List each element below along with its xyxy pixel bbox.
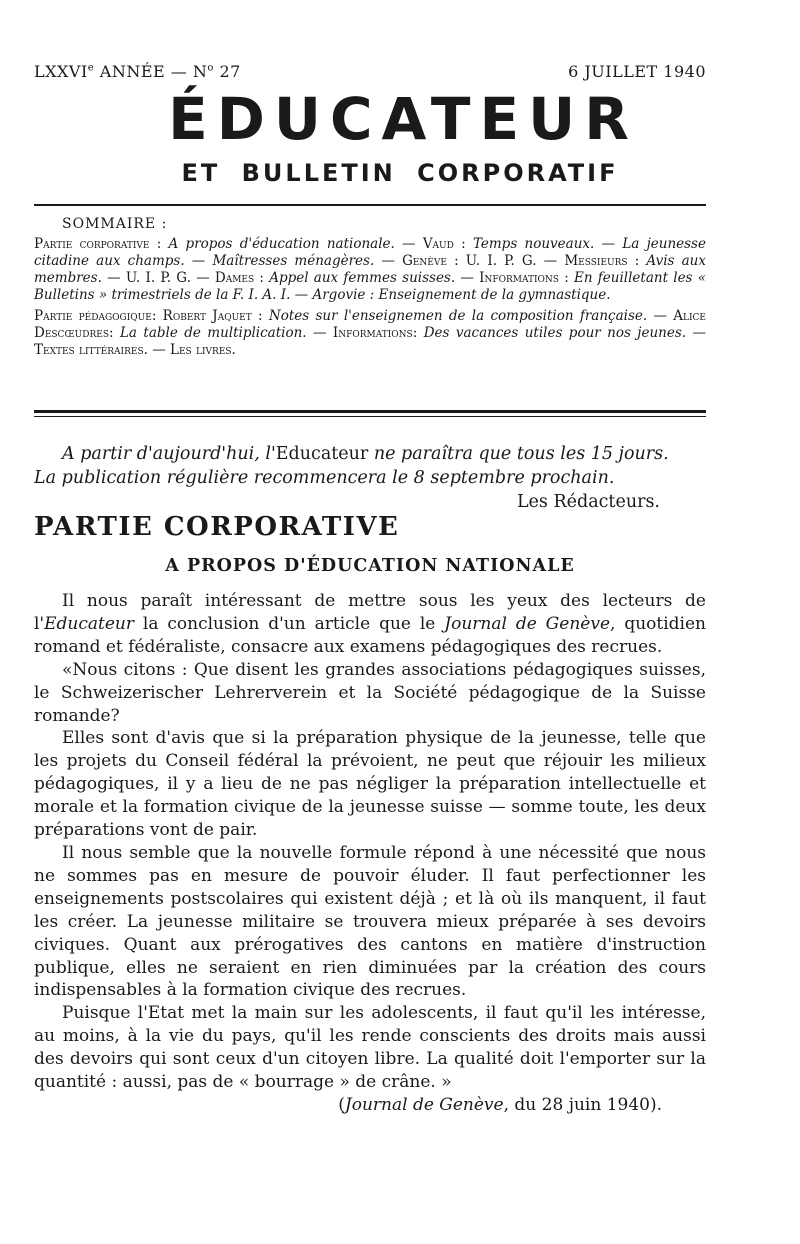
notice-line-2: La publication régulière recommencera le 8 septembre prochain. <box>34 468 615 488</box>
text-run: Dames <box>214 270 255 286</box>
text-run: Maîtresses ménagères. <box>212 253 375 269</box>
header-divider <box>34 204 706 206</box>
text-run: — <box>594 236 623 252</box>
text-run: Il nous paraît intéressant de mettre sous les yeux des lecteurs de l' <box>34 591 706 634</box>
text-run: : <box>627 253 647 269</box>
text-run: — <box>686 325 706 341</box>
issue-header <box>34 62 706 81</box>
text-run: Textes littéraires. <box>34 342 148 358</box>
text-run: — <box>394 236 423 252</box>
editorial-notice <box>34 442 706 514</box>
masthead <box>120 84 680 188</box>
notice-signature: Les Rédacteurs. <box>516 492 660 512</box>
text-run: Partie pédagogique <box>34 308 152 324</box>
text-run: Informations <box>332 325 413 341</box>
text-run: Genève <box>402 253 447 269</box>
text-run: Argovie : Enseignement de la gymnastique. <box>312 287 611 303</box>
text-run: Des vacances utiles pour nos jeunes. <box>423 325 687 341</box>
article-title: A PROPOS D'ÉDUCATION NATIONALE <box>165 556 575 576</box>
text-run: La jeunesse citadine aux champs. <box>34 236 706 269</box>
text-run: , quotidien romand et fédéraliste, consacre aux examens pédagogiques des recrues. <box>34 613 706 657</box>
text-run: : <box>149 236 169 252</box>
text-run: la conclusion d'un article que le <box>134 613 445 634</box>
text-run: — <box>184 253 213 269</box>
text-run: Avis aux membres. <box>34 253 706 286</box>
double-divider-thick <box>34 410 706 413</box>
text-run: Les livres. <box>170 342 236 358</box>
text-run: — <box>374 253 403 269</box>
paragraph <box>34 590 706 659</box>
summary-pedagogique <box>34 308 706 359</box>
text-run: — <box>455 270 480 286</box>
text-run: Temps nouveaux. <box>472 236 595 252</box>
notice-line-1: A partir d'aujourd'hui, l'Educateur ne paraîtra que tous les 15 jours. <box>62 444 669 464</box>
paragraph: Elles sont d'avis que si la préparation physique de la jeunesse, telle que les projets du Conseil fédéral la prévoient, ne peut que réjouir les milieux pédagogiques, il y a lieu de ne pas négliger la préparation intellectuelle et morale et la formation civique de la jeunesse suisse — somme toute, les deux préparations vont de pair. <box>34 728 706 841</box>
text-run: Alice Descœudres <box>34 308 706 341</box>
section-title: PARTIE CORPORATIVE <box>34 512 400 542</box>
text-run: — <box>147 342 171 358</box>
text-run: Messieurs <box>564 253 628 269</box>
text-run: Appel aux femmes suisses. <box>269 270 456 286</box>
text-run: : <box>151 308 163 324</box>
summary-corporative <box>34 236 706 304</box>
text-run: Partie corporative <box>34 236 150 252</box>
text-run: — <box>647 308 674 324</box>
text-run: : <box>453 236 473 252</box>
text-run: : <box>558 270 574 286</box>
double-divider-thin <box>34 416 706 417</box>
journal-subtitle: ET BULLETIN CORPORATIF <box>181 159 619 187</box>
article-source: (Journal de Genève, du 28 juin 1940). <box>338 1094 662 1115</box>
text-run: En feuilletant les « Bulletins » trimestriels de la F. I. A. I. <box>34 270 706 303</box>
journal-title: ÉDUCATEUR <box>168 85 638 153</box>
text-run: Vaud <box>422 236 454 252</box>
article-body <box>34 590 706 1117</box>
text-run: — <box>290 287 313 303</box>
text-run: Educateur <box>44 613 134 634</box>
text-run: Journal de Genève <box>444 613 611 634</box>
text-run: Notes sur l'enseignemen de la composition française. <box>268 308 648 324</box>
text-run: : <box>251 308 269 324</box>
text-run: — U. I. P. G. — <box>101 270 215 286</box>
text-run: : <box>109 325 120 341</box>
text-run: : U. I. P. G. — <box>446 253 565 269</box>
issue-number: LXXVIe ANNÉE — $N^o$ 27 <box>34 62 241 81</box>
text-run: : <box>412 325 424 341</box>
text-run: : <box>254 270 270 286</box>
text-run: Robert Jaquet <box>162 308 252 324</box>
issue-date: 6 JUILLET 1940 <box>568 62 706 81</box>
paragraph: «Nous citons : Que disent les grandes associations pédagogiques suisses, le Schweizerischer Lehrerverein et la Société pédagogique de la Suisse romande? <box>34 659 706 726</box>
summary-heading: SOMMAIRE : <box>62 216 168 232</box>
paragraph: Puisque l'Etat met la main sur les adolescents, il faut qu'il les intéresse, au moins, à la vie du pays, qu'il les rende conscients des droits mais aussi des devoirs qui sont ceux d'un citoyen libre. La qualité doit l'emporter sur la quantité : aussi, pas de « bourrage » de crâne. » <box>34 1003 706 1093</box>
text-run: Informations <box>479 270 559 286</box>
text-run: A propos d'éducation nationale. <box>168 236 395 252</box>
text-run: — <box>306 325 333 341</box>
paragraph: Il nous semble que la nouvelle formule répond à une nécessité que nous ne sommes pas en mesure de pouvoir éluder. Il faut perfectionner les enseignements postscolaires qui existent déjà ; et là où ils manquent, il faut les créer. La jeunesse militaire se trouvera mieux préparée à ses devoirs civiques. Quant aux prérogatives des cantons en matière d'instruction publique, elles ne seraient en rien diminuées par la création des cours indispensables à la formation civique des recrues. <box>34 842 706 1001</box>
table-of-contents <box>34 216 706 363</box>
text-run: La table de multiplication. <box>119 325 307 341</box>
